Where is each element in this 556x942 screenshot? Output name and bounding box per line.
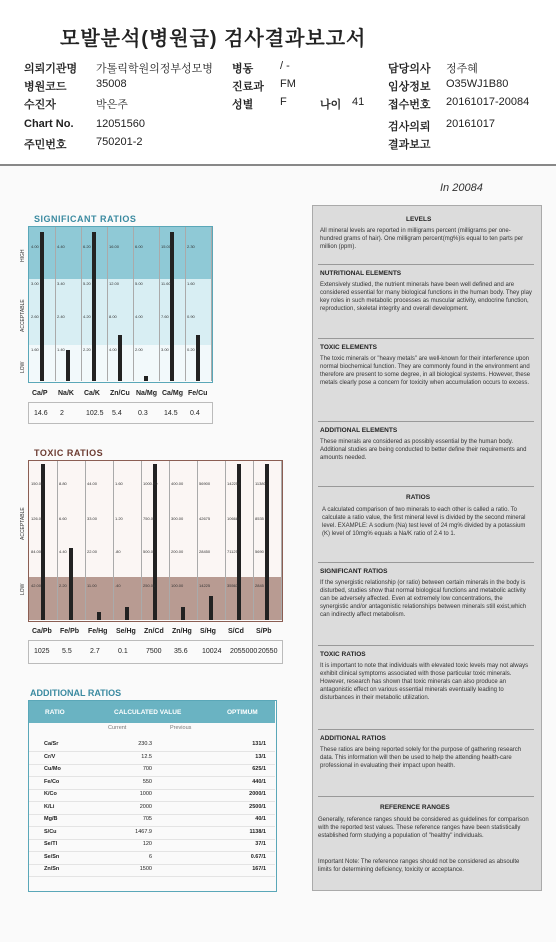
ratio-label: Zn/Cd bbox=[144, 628, 164, 635]
additional-current-value: 1500 bbox=[139, 866, 152, 872]
header-label: 주민번호 bbox=[24, 139, 67, 151]
ratio-label: Fe/Hg bbox=[88, 628, 108, 635]
row-divider bbox=[29, 801, 275, 802]
column-divider bbox=[253, 461, 254, 620]
additional-current-value: 700 bbox=[142, 766, 152, 772]
panel-divider bbox=[318, 645, 534, 646]
row-divider bbox=[29, 776, 275, 777]
tick-label: 56900 bbox=[199, 481, 211, 486]
ratio-label: Ca/P bbox=[32, 390, 48, 397]
additional-ratios-heading: ADDITIONAL RATIOS bbox=[320, 735, 386, 742]
column-divider bbox=[169, 461, 170, 620]
ratio-value: 2.7 bbox=[90, 648, 100, 655]
ratio-value: 5.5 bbox=[62, 648, 72, 655]
level-bar bbox=[97, 612, 101, 620]
tick-label: 106688 bbox=[227, 516, 241, 521]
header-label: 병원코드 bbox=[24, 81, 67, 93]
additional-current-value: 6 bbox=[148, 853, 152, 860]
ratio-label: Fe/Pb bbox=[60, 628, 80, 635]
additional-ratio-name: K/Li bbox=[44, 803, 55, 810]
additional-optimum-value: 2000/1 bbox=[249, 791, 266, 797]
tick-label: 1.40 bbox=[57, 347, 65, 352]
header-value: 박은주 bbox=[96, 99, 128, 111]
row-divider bbox=[29, 764, 275, 765]
tick-label: 5690 bbox=[255, 549, 264, 554]
panel-divider bbox=[318, 486, 534, 487]
row-divider bbox=[29, 839, 275, 840]
additional-elements-text: These minerals are considered as possibly essential by the human body. Additional studies are being conducted to better define their requirements and amounts needed. bbox=[320, 439, 527, 461]
tick-label: 0.20 bbox=[187, 347, 195, 352]
toxic-ratios-title: TOXIC RATIOS bbox=[34, 448, 104, 458]
tick-label: 28450 bbox=[199, 549, 211, 554]
optimum-col-header: OPTIMUM bbox=[227, 709, 258, 716]
tick-label: 3.00 bbox=[31, 281, 39, 286]
tick-label: 4.00 bbox=[109, 347, 117, 352]
header-value: 정주혜 bbox=[446, 63, 478, 75]
tick-label: 1.20 bbox=[115, 516, 123, 521]
tick-label: .80 bbox=[115, 549, 121, 554]
header-value: F bbox=[280, 96, 287, 108]
tick-label: 11.60 bbox=[161, 281, 171, 286]
tick-label: 6.60 bbox=[59, 516, 67, 521]
additional-ratio-name: Se/Sn bbox=[44, 853, 60, 860]
level-bar bbox=[237, 464, 241, 620]
tick-label: 8.80 bbox=[59, 481, 67, 486]
tick-label: 15.00 bbox=[161, 244, 172, 249]
column-divider bbox=[107, 227, 108, 381]
ratios-text: A calculated comparison of two minerals to each other is called a ratio. To calculate a ratio value, the first mineral level is divided by the second mineral level. EXAMPLE: A sodium (Na) test level of 24 mg% divided by a potassium (K) level of 10mg% equals a Na/K ratio of 2.4 to 1. bbox=[322, 507, 526, 537]
header-value: O35WJ1B80 bbox=[446, 78, 509, 90]
row-divider bbox=[29, 851, 275, 852]
level-bar bbox=[209, 596, 213, 620]
column-divider bbox=[211, 227, 212, 381]
ratio-label: Na/K bbox=[58, 390, 74, 397]
column-divider bbox=[55, 227, 56, 381]
additional-ratio-name: K/Co bbox=[44, 791, 57, 797]
tick-label: 33.00 bbox=[87, 516, 98, 521]
ratio-value: 20550 bbox=[258, 648, 278, 655]
column-divider bbox=[225, 461, 226, 620]
additional-optimum-value: 37/1 bbox=[255, 841, 266, 847]
row-divider bbox=[29, 751, 275, 752]
header-value: 20161017-20084 bbox=[446, 96, 530, 108]
tick-label: 1000.00 bbox=[143, 481, 158, 486]
ratio-value: 2 bbox=[60, 410, 64, 417]
levels-heading: LEVELS bbox=[406, 216, 432, 223]
header-info bbox=[0, 0, 556, 160]
ratio-value: 102.5 bbox=[86, 410, 104, 417]
ratio-col-header: RATIO bbox=[45, 709, 65, 716]
column-divider bbox=[81, 227, 82, 381]
tick-label: 16.00 bbox=[109, 244, 120, 249]
header-value: 가톨릭학원의정부성모병 bbox=[96, 63, 213, 75]
header-label: 수진자 bbox=[24, 99, 56, 111]
column-divider bbox=[159, 227, 160, 381]
panel-divider bbox=[318, 729, 534, 730]
tick-label: 750.00 bbox=[143, 516, 156, 521]
toxic-elements-text: The toxic minerals or "heavy metals" are well-known for their interference upon normal biochemical function. They are commonly found in the environment and therefore are present to some degree, in all biological systems. However, these metals clearly pose a concern for toxicity when accumulation occurs to excess. bbox=[320, 356, 531, 386]
additional-ratio-name: Cr/V bbox=[44, 753, 56, 760]
level-bar bbox=[92, 232, 96, 381]
tick-label: 4.40 bbox=[57, 244, 65, 249]
ratio-value: 0.1 bbox=[118, 648, 128, 655]
header-value: 12051560 bbox=[96, 118, 145, 130]
level-bar bbox=[69, 548, 73, 620]
levels-text: All mineral levels are reported in milligrams percent (milligrams per one-hundred grams of hair). One milligram percent(mg%)is equal to ten parts per million (ppm). bbox=[320, 228, 524, 250]
reference-ranges-text: Generally, reference ranges should be considered as guidelines for comparison with the reported test values. These reference ranges have been statistically established form studying a population of "healthy" individuals. bbox=[318, 817, 529, 839]
ratio-label: S/Hg bbox=[200, 628, 216, 635]
ratio-label: Se/Hg bbox=[116, 628, 136, 635]
header-label: 접수번호 bbox=[388, 99, 431, 111]
header-value: 41 bbox=[352, 96, 365, 108]
level-bar bbox=[181, 607, 185, 620]
tick-label: 12.00 bbox=[109, 281, 120, 286]
header-value: / - bbox=[280, 60, 290, 72]
ratio-value: 14.6 bbox=[34, 410, 48, 417]
toxic-ratios-text: It is important to note that individuals with elevated toxic levels may not always exhibit clinical symptoms associated with those particular toxic minerals. However, research has shown that toxic minerals can also produce an antagonistic effect on various essential minerals eventually leading to disturbances in their metabolic utilization. bbox=[320, 663, 529, 701]
tick-label: 2.40 bbox=[57, 314, 65, 319]
header-value: 35008 bbox=[96, 78, 127, 90]
tick-label: 6.00 bbox=[135, 244, 143, 249]
header-value: FM bbox=[280, 78, 296, 90]
additional-optimum-value: 1138/1 bbox=[249, 828, 266, 835]
tick-label: 400.00 bbox=[171, 481, 184, 486]
toxic-ratios-heading: TOXIC RATIOS bbox=[320, 651, 366, 658]
level-bar bbox=[196, 335, 200, 381]
header-value: 20161017 bbox=[446, 118, 495, 130]
tick-label: 2.00 bbox=[135, 347, 143, 352]
level-bar bbox=[118, 335, 122, 381]
additional-ratios-text: These ratios are being reported solely for the purpose of gathering research data. This information will then be used to help the attending health-care professional in evaluating their impact upon health. bbox=[320, 747, 522, 769]
header-label: Chart No. bbox=[24, 118, 74, 130]
tick-label: .40 bbox=[115, 583, 121, 588]
tick-label: 7.60 bbox=[161, 314, 169, 319]
tick-label: 4.00 bbox=[135, 314, 143, 319]
panel-divider bbox=[318, 562, 534, 563]
reference-ranges-heading: REFERENCE RANGES bbox=[380, 804, 450, 811]
current-subheader: Current bbox=[108, 725, 127, 731]
panel-divider bbox=[318, 264, 534, 265]
additional-current-value: 120 bbox=[142, 841, 152, 847]
additional-current-value: 550 bbox=[142, 778, 152, 785]
tick-label: 126.00 bbox=[31, 516, 44, 521]
additional-ratio-name: Fe/Co bbox=[44, 778, 60, 785]
ratio-value: 0.3 bbox=[138, 410, 148, 417]
column-divider bbox=[85, 461, 86, 620]
additional-ratio-name: Ca/Sr bbox=[44, 741, 59, 747]
tick-label: 42675 bbox=[199, 516, 211, 521]
tick-label: 250.00 bbox=[143, 583, 156, 588]
tick-label: 500.00 bbox=[143, 549, 156, 554]
tick-label: 5.20 bbox=[83, 281, 91, 286]
header-value: 750201-2 bbox=[96, 136, 143, 148]
ratio-value: 2055000 bbox=[230, 648, 258, 655]
level-bar bbox=[41, 464, 45, 620]
column-divider bbox=[113, 461, 114, 620]
ratio-label: Zn/Hg bbox=[172, 628, 192, 635]
column-divider bbox=[141, 461, 142, 620]
row-divider bbox=[29, 826, 275, 827]
toxic-values-box bbox=[28, 640, 283, 664]
level-bar bbox=[265, 464, 269, 620]
additional-optimum-value: 625/1 bbox=[252, 766, 266, 772]
ratio-value: 5.4 bbox=[112, 410, 122, 417]
row-divider bbox=[29, 876, 275, 877]
column-divider bbox=[57, 461, 58, 620]
level-bar bbox=[153, 464, 157, 620]
tick-label: 8.00 bbox=[109, 314, 117, 319]
zone-label-high: HIGH bbox=[20, 249, 26, 262]
header-label: 병동 bbox=[232, 63, 254, 75]
ratio-value: 1025 bbox=[34, 648, 50, 655]
tick-label: 44.00 bbox=[87, 481, 98, 486]
significant-ratios-title: SIGNIFICANT RATIOS bbox=[34, 214, 137, 224]
tick-label: 2845 bbox=[255, 583, 264, 588]
header-label: 나이 bbox=[320, 99, 342, 111]
additional-current-value: 705 bbox=[142, 816, 152, 822]
ratio-value: 7500 bbox=[146, 648, 162, 655]
ratio-label: Ca/Mg bbox=[162, 390, 183, 397]
zone-label-acceptable-toxic: ACCEPTABLE bbox=[20, 507, 26, 540]
level-bar bbox=[40, 232, 44, 381]
calc-col-header: CALCULATED VALUE bbox=[114, 709, 182, 716]
header-label: 진료과 bbox=[232, 81, 264, 93]
level-bar bbox=[125, 607, 129, 620]
ratio-label: Na/Mg bbox=[136, 390, 157, 397]
header-label: 임상정보 bbox=[388, 81, 431, 93]
report-title: 모발분석(병원급) 검사결과보고서 bbox=[60, 28, 367, 50]
nutritional-heading: NUTRITIONAL ELEMENTS bbox=[320, 270, 402, 277]
additional-ratio-name: Mg/B bbox=[44, 816, 58, 822]
additional-optimum-value: 13/1 bbox=[255, 753, 266, 760]
important-note-text: Important Note: The reference ranges should not be considered as absoulte limits for determining deficiency, toxicity or acceptance. bbox=[318, 859, 520, 873]
panel-divider bbox=[318, 421, 534, 422]
tick-label: 4.40 bbox=[59, 549, 67, 554]
additional-current-value: 1467.9 bbox=[135, 828, 152, 835]
tick-label: 2.30 bbox=[187, 244, 195, 249]
tick-label: 1.60 bbox=[31, 347, 39, 352]
additional-optimum-value: 167/1 bbox=[252, 866, 266, 872]
additional-optimum-value: 0.67/1 bbox=[250, 853, 266, 860]
tick-label: 4.20 bbox=[83, 314, 91, 319]
significant-ratios-text: If the synergistic relationship (or ratio) between certain minerals in the body is disturbed, studies show that normal biological functions and metabolic activity can be adversely affected. Even at extremely low concentrations, the synergistic and/or antagonistic relationships between minerals still exist,which can indirectly affect metabolism. bbox=[320, 580, 527, 618]
ratio-label: S/Cd bbox=[228, 628, 244, 635]
tick-label: 6.20 bbox=[83, 244, 91, 249]
ratio-label: Zn/Cu bbox=[110, 390, 130, 397]
tick-label: 22.00 bbox=[87, 549, 98, 554]
ratio-label: Ca/Pb bbox=[32, 628, 52, 635]
level-bar bbox=[66, 350, 70, 381]
header-label: 담당의사 bbox=[388, 63, 431, 75]
additional-current-value: 1000 bbox=[139, 791, 152, 797]
level-bar bbox=[170, 232, 174, 381]
additional-optimum-value: 440/1 bbox=[252, 778, 266, 785]
column-divider bbox=[185, 227, 186, 381]
additional-current-value: 12.5 bbox=[141, 753, 152, 760]
zone-label-low-toxic: LOW bbox=[20, 583, 26, 595]
additional-optimum-value: 2500/1 bbox=[249, 803, 266, 810]
additional-ratio-name: Cu/Mo bbox=[44, 766, 61, 772]
header-label: 의뢰기관명 bbox=[24, 63, 78, 75]
ratio-label: S/Pb bbox=[256, 628, 272, 635]
significant-ratios-heading: SIGNIFICANT RATIOS bbox=[320, 568, 388, 575]
row-divider bbox=[29, 814, 275, 815]
level-bar bbox=[144, 376, 148, 381]
tick-label: 1.60 bbox=[115, 481, 123, 486]
additional-current-value: 230.3 bbox=[138, 741, 152, 747]
column-divider bbox=[281, 461, 282, 620]
tick-label: 300.00 bbox=[171, 516, 184, 521]
tick-label: 4.00 bbox=[31, 244, 39, 249]
ratio-value: 14.5 bbox=[164, 410, 178, 417]
zone-label-low: LOW bbox=[20, 361, 26, 373]
additional-ratio-name: Zn/Sn bbox=[44, 866, 60, 872]
tick-label: 11380 bbox=[255, 481, 266, 486]
nutritional-text: Extensively studied, the nutrient minerals have been well defined and are considered essential for many biological functions in the human body. They play key roles in such metabolic processes as muscular activity, endocrine function, reproduction, skeletal integrity and overall development. bbox=[320, 282, 532, 312]
tick-label: 0.90 bbox=[187, 314, 195, 319]
header-label: 성별 bbox=[232, 99, 254, 111]
tick-label: 84.00 bbox=[31, 549, 42, 554]
additional-ratio-name: S/Cu bbox=[44, 828, 57, 835]
tick-label: 1.60 bbox=[187, 281, 195, 286]
ratio-label: Ca/K bbox=[84, 390, 100, 397]
column-divider bbox=[133, 227, 134, 381]
tick-label: 3.40 bbox=[57, 281, 65, 286]
additional-elements-heading: ADDITIONAL ELEMENTS bbox=[320, 427, 398, 434]
additional-optimum-value: 131/1 bbox=[252, 741, 266, 747]
tick-label: 35563 bbox=[227, 583, 239, 588]
header-label: 검사의뢰 bbox=[388, 121, 431, 133]
tick-label: 2.20 bbox=[59, 583, 67, 588]
tick-label: 200.00 bbox=[171, 549, 184, 554]
panel-divider bbox=[318, 338, 534, 339]
tick-label: 5.00 bbox=[135, 281, 143, 286]
tick-label: 3.00 bbox=[161, 347, 169, 352]
additional-optimum-value: 40/1 bbox=[255, 816, 266, 822]
tick-label: 11.00 bbox=[87, 583, 97, 588]
significant-values-box bbox=[28, 402, 213, 424]
row-divider bbox=[29, 789, 275, 790]
ratio-value: 10024 bbox=[202, 648, 222, 655]
handwritten-note: In 20084 bbox=[440, 182, 483, 194]
tick-label: 2.20 bbox=[83, 347, 91, 352]
panel-divider bbox=[318, 796, 534, 797]
tick-label: 100.00 bbox=[171, 583, 184, 588]
tick-label: 150.00 bbox=[31, 481, 44, 486]
additional-current-value: 2000 bbox=[139, 803, 152, 810]
ratio-value: 0.4 bbox=[190, 410, 200, 417]
additional-ratios-title: ADDITIONAL RATIOS bbox=[30, 688, 122, 698]
ratio-value: 35.6 bbox=[174, 648, 188, 655]
additional-ratio-name: Se/Tl bbox=[44, 841, 58, 847]
tick-label: 71125 bbox=[227, 549, 238, 554]
tick-label: 142250 bbox=[227, 481, 241, 486]
previous-subheader: Previous bbox=[170, 725, 192, 731]
toxic-elements-heading: TOXIC ELEMENTS bbox=[320, 344, 377, 351]
tick-label: 2.60 bbox=[31, 314, 39, 319]
row-divider bbox=[29, 864, 275, 865]
header-label: 결과보고 bbox=[388, 139, 431, 151]
ratio-label: Fe/Cu bbox=[188, 390, 208, 397]
zone-label-acceptable: ACCEPTABLE bbox=[20, 299, 26, 332]
tick-label: 42.00 bbox=[31, 583, 42, 588]
ratios-heading: RATIOS bbox=[406, 494, 431, 501]
tick-label: 8535 bbox=[255, 516, 264, 521]
tick-label: 14225 bbox=[199, 583, 211, 588]
column-divider bbox=[197, 461, 198, 620]
